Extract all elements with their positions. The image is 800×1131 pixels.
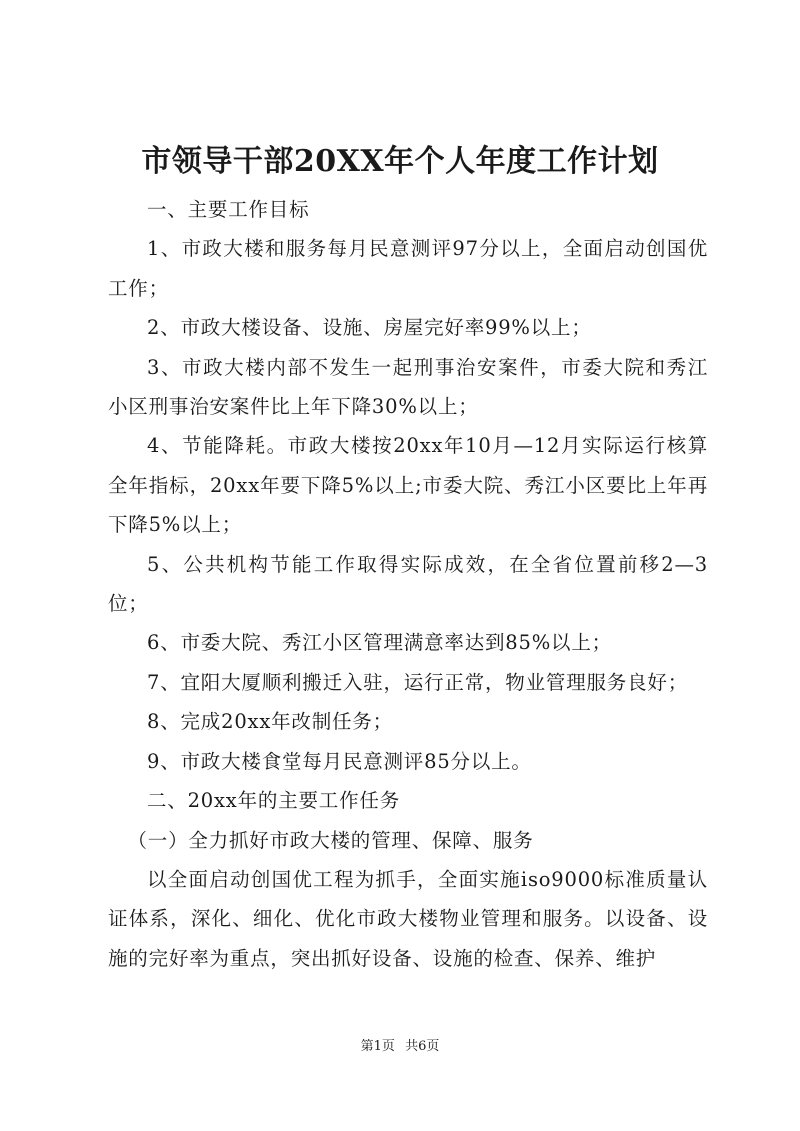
goal-item-9: 9、市政大楼食堂每月民意测评85分以上。 [147, 749, 532, 773]
section-heading-tasks: 二、20xx年的主要工作任务 [147, 789, 401, 813]
goal-item-5: 5、公共机构节能工作取得实际成效，在全省位置前移2—3位； [108, 552, 708, 616]
goal-item-7: 7、宜阳大厦顺利搬迁入驻，运行正常，物业管理服务良好； [147, 670, 689, 694]
goal-item-2: 2、市政大楼设备、设施、房屋完好率99%以上； [147, 316, 592, 340]
goal-item-1: 1、市政大楼和服务每月民意测评97分以上，全面启动创国优工作； [108, 237, 708, 300]
document-body [108, 190, 708, 978]
page-total: 共6页 [405, 1039, 440, 1054]
goal-item-6: 6、市委大院、秀江小区管理满意率达到85%以上； [147, 631, 612, 655]
body-paragraph: 以全面启动创国优工程为抓手，全面实施iso9000标准质量认证体系，深化、细化、优化市政大楼物业管理和服务。以设备、设施的完好率为重点，突出抓好设备、设施的检查、保养、维护 [108, 867, 708, 970]
subsection-heading-1: （一）全力抓好市政大楼的管理、保障、服务 [127, 828, 534, 852]
page-footer [0, 1037, 800, 1057]
goal-item-3: 3、市政大楼内部不发生一起刑事治安案件，市委大院和秀江小区刑事治安案件比上年下降30%以上； [108, 355, 708, 419]
section-heading-goals: 一、主要工作目标 [147, 198, 310, 221]
goal-item-4: 4、节能降耗。市政大楼按20xx年10月—12月实际运行核算全年指标，20xx年要下降5%以上;市委大院、秀江小区要比上年再下降5%以上； [108, 434, 708, 537]
goal-item-8: 8、完成20xx年改制任务； [147, 710, 393, 734]
document-title: 市领导干部20XX年个人年度工作计划 [141, 144, 659, 179]
page-number: 第1页 [360, 1039, 395, 1054]
